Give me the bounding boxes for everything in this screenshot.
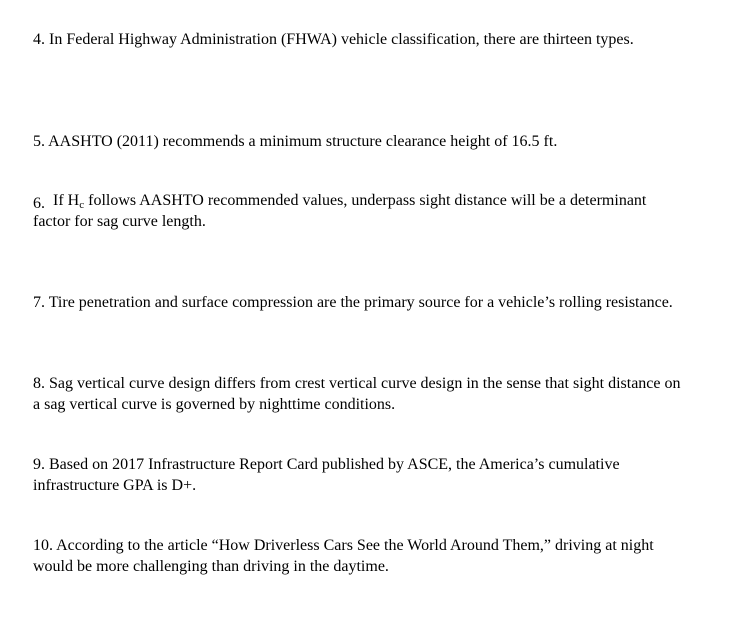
subscript-c: c [79, 199, 85, 211]
question-number: 10. [33, 537, 53, 554]
question-7 [33, 292, 683, 313]
question-number: 7. [33, 294, 45, 311]
question-text: In Federal Highway Administration (FHWA) vehicle classification, there are thirteen types. [49, 31, 634, 48]
question-text: AASHTO (2011) recommends a minimum structure clearance height of 16.5 ft. [48, 133, 558, 150]
question-text-start: If H [53, 192, 80, 209]
question-number: 8. [33, 375, 45, 392]
question-8 [33, 373, 683, 415]
question-text: Based on 2017 Infrastructure Report Card published by ASCE, the America’s cumulative infrastructure GPA is D+. [33, 456, 620, 494]
question-6 [33, 190, 683, 232]
question-9 [33, 454, 683, 496]
question-text-end: follows AASHTO recommended values, underpass sight distance will be a determinant factor for sag curve length. [33, 192, 647, 230]
question-text: Tire penetration and surface compression are the primary source for a vehicle’s rolling resistance. [48, 294, 673, 311]
question-10 [33, 535, 683, 577]
question-number: 9. [33, 456, 45, 473]
question-text: According to the article “How Driverless Cars See the World Around Them,” driving at night would be more challenging than driving in the daytime. [33, 537, 654, 575]
question-number: 5. [33, 133, 45, 150]
question-number: 6. [33, 195, 45, 212]
question-text: Sag vertical curve design differs from crest vertical curve design in the sense that sight distance on a sag vertical curve is governed by nighttime conditions. [33, 375, 681, 413]
question-number: 4. [33, 31, 45, 48]
question-5 [33, 131, 683, 152]
question-4 [33, 29, 683, 50]
